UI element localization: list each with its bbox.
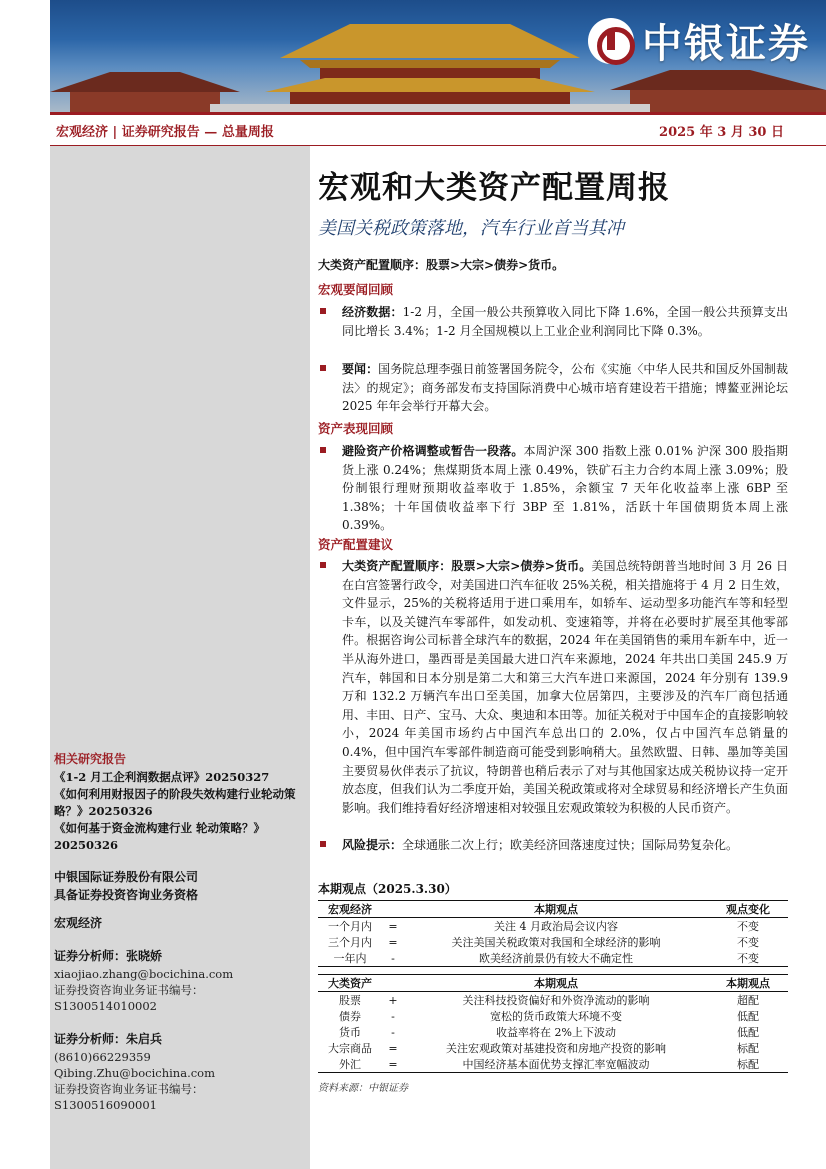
- table-cell: 标配: [708, 1056, 788, 1073]
- table-cell: 低配: [737, 1010, 759, 1023]
- company-logo: [588, 12, 810, 69]
- table-header-cell: 大类资产: [318, 975, 382, 992]
- analyst-card: [54, 947, 306, 1014]
- bullet-text: 国务院总理李强日前签署国务院令，公布《实施〈中华人民共和国反外国制裁法〉的规定》；商务部发布支持国际消费中心城市培育建设若干措施；博鳌亚洲论坛 2025 年年会举行开幕大会。: [342, 362, 788, 414]
- allocation-order: 大类资产配置顺序：股票>大宗>债券>货币。: [318, 258, 565, 272]
- table-cell: 欧美经济前景仍有较大不确定性: [404, 950, 708, 967]
- analyst-email[interactable]: xiaojiao.zhang@bocichina.com: [54, 967, 234, 981]
- report-title: 宏观和大类资产配置周报: [318, 170, 670, 206]
- header-banner: [50, 0, 826, 112]
- analyst-cert: 证券投资咨询业务证书编号：S1300516090001: [54, 1082, 204, 1112]
- table-cell: 股票: [339, 994, 361, 1007]
- bullet-text: 本周沪深 300 指数上涨 0.01% 沪深 300 股指期货上涨 0.24%；焦煤期货本周上涨 0.49%，铁矿石主力合约本周上涨 3.09%；股份制银行理财预期收益率收于 1.85%，余额宝 7 天年化收益率上涨 6BP 至 1.38%；十年国债收益率下行 3BP 至 1.81%，活跃十年国债期货本周上涨 0.39%。: [342, 444, 788, 533]
- bullet-economic-data: [318, 303, 788, 340]
- table-cell: 中国经济基本面优势支撑汇率宽幅波动: [404, 1056, 708, 1073]
- bullet-marker-icon: [320, 562, 326, 568]
- analyst-cert: 证券投资咨询业务证书编号：S1300514010002: [54, 983, 204, 1013]
- table-caption: 本期观点（2025.3.30）: [318, 882, 457, 896]
- table-row: [318, 1040, 788, 1056]
- table-cell: 标配: [737, 1042, 759, 1055]
- table-cell: 一个月内: [328, 920, 372, 933]
- table-cell: 宽松的货币政策大环境不变: [490, 1010, 622, 1023]
- table-row: [318, 1056, 788, 1073]
- section-heading-news: 宏观要闻回顾: [318, 282, 394, 297]
- related-report-link[interactable]: 《1-2 月工企利润数据点评》20250327: [54, 770, 270, 784]
- table-header-cell: 本期观点: [708, 975, 788, 992]
- bullet-risk: [318, 836, 788, 855]
- analyst-card: [54, 1030, 306, 1113]
- bank-emblem-icon: [588, 18, 634, 64]
- bullet-text: 美国总统特朗普当地时间 3 月 26 日在白宫签署行政令，对美国进口汽车征收 25%关税，相关措施将于 4 月 2 日生效，文件显示，25%的关税将适用于进口乘用车，如轿车、运动型多功能汽车等和轻型卡车，以及关键汽车零部件，如发动机、变速箱等，并将在必要时扩展至其他零部件。根据咨询公司标普全球汽车的数据，2024 年在美国销售的乘用车新车中，近一半从海外进口，墨西哥是美国最大进口汽车来源地，2024 年共出口美国 245.9 万汽车，韩国和日本分别是第二大和第三大汽车进口来源国，2024 年分别有 139.9 万和 132.2 万辆汽车出口至美国，加拿大位居第四，主要涉及的汽车厂商包括通用、丰田、日产、宝马、大众、奥迪和本田等。加征关税对于中国车企的直接影响较小，2024 年美国市场约占中国汽车总出口的 2.0%，仅占中国汽车总销量的 0.4%，但中国汽车零部件制造商可能受到影响稍大。虽然欧盟、日韩、墨加等美国主要贸易伙伴表示了抗议，特朗普也稍后表示了对与其他国家达成关税协议持一定开放态度，但我们认为二季度开始，美国关税政策或将对全球贸易和经济增长产生负面影响。我们维持看好经济增速相对较强且宏观政策较为积极的人民币资产。: [342, 559, 789, 815]
- table-cell: 关注宏观政策对基建投资和房地产投资的影响: [446, 1042, 666, 1055]
- table-cell: 货币: [339, 1026, 361, 1039]
- bullet-label: 大类资产配置顺序：股票>大宗>债券>货币。: [342, 559, 592, 573]
- bullet-text: 1-2 月，全国一般公共预算收入同比下降 1.6%，全国一般公共预算支出同比增长 3.4%；1-2 月全国规模以上工业企业利润同比下降 0.3%。: [342, 305, 788, 338]
- table-cell: +: [388, 993, 398, 1007]
- table-cell: 大宗商品: [328, 1042, 372, 1055]
- table-cell: 收益率将在 2%上下波动: [496, 1026, 616, 1039]
- table-row: [318, 1008, 788, 1024]
- bullet-marker-icon: [320, 447, 326, 453]
- table-cell: =: [388, 1041, 398, 1055]
- table-row: [318, 918, 788, 935]
- table-cell: 关注科技投资偏好和外资净流动的影响: [462, 994, 650, 1007]
- table-cell: 一年内: [318, 950, 382, 967]
- table-cell: 债券: [339, 1010, 361, 1023]
- table-cell: 关注 4 月政治局会议内容: [494, 920, 618, 933]
- bullet-marker-icon: [320, 841, 326, 847]
- table-cell: =: [388, 919, 398, 933]
- bullet-label: 风险提示：: [342, 838, 403, 852]
- table-cell: -: [391, 1009, 395, 1023]
- analyst-email[interactable]: Qibing.Zhu@bocichina.com: [54, 1066, 215, 1080]
- table-cell: 三个月内: [328, 936, 372, 949]
- bullet-allocation-advice: [318, 557, 788, 817]
- bullet-text: 全球通胀二次上行；欧美经济回落速度过快；国际局势复杂化。: [402, 838, 739, 852]
- section-heading-performance: 资产表现回顾: [318, 421, 394, 436]
- sector-label: 宏观经济: [54, 916, 103, 930]
- table-header-cell: 本期观点: [404, 975, 708, 992]
- bullet-marker-icon: [320, 308, 326, 314]
- table-row: [318, 950, 788, 967]
- analyst-phone: (8610)66229359: [54, 1050, 151, 1064]
- report-date: 2025 年 3 月 30 日: [659, 124, 784, 140]
- table-source: 资料来源：中银证券: [318, 1083, 408, 1094]
- table-cell: 低配: [737, 1026, 759, 1039]
- table-header-cell: 本期观点: [404, 901, 708, 918]
- table-header-row: [318, 975, 788, 992]
- section-heading-advice: 资产配置建议: [318, 537, 394, 552]
- related-report-link[interactable]: 《如何利用财报因子的阶段失效构建行业轮动策略？》20250326: [54, 787, 296, 818]
- bullet-marker-icon: [320, 365, 326, 371]
- table-cell: 超配: [737, 994, 759, 1007]
- table-header-cell: 宏观经济: [318, 901, 382, 918]
- bullet-news: [318, 360, 788, 416]
- organization-qualification: 具备证券投资咨询业务资格: [54, 888, 199, 902]
- table-row: [318, 992, 788, 1009]
- table-cell: -: [391, 1025, 395, 1039]
- report-subtitle: 美国关税政策落地，汽车行业首当其冲: [318, 218, 624, 239]
- macro-view-table: [318, 900, 788, 967]
- table-header-cell: [382, 975, 404, 992]
- report-category: 宏观经济 | 证券研究报告 — 总量周报: [56, 124, 274, 140]
- related-report-link[interactable]: 《如何基于资金流构建行业 轮动策略？》20250326: [54, 821, 266, 852]
- table-cell: =: [388, 935, 398, 949]
- table-cell: 不变: [737, 936, 759, 949]
- bullet-label: 经济数据：: [342, 305, 403, 319]
- organization-block: [54, 868, 306, 904]
- bullet-label: 要闻：: [342, 362, 379, 376]
- organization-name: 中银国际证券股份有限公司: [54, 870, 199, 884]
- table-cell: 关注美国关税政策对我国和全球经济的影响: [451, 936, 661, 949]
- table-header-cell: 观点变化: [708, 901, 788, 918]
- table-cell: 不变: [737, 920, 759, 933]
- table-cell: -: [382, 950, 404, 967]
- bullet-performance: [318, 442, 788, 535]
- table-row: [318, 1024, 788, 1040]
- table-row: [318, 934, 788, 950]
- report-meta-bar: [50, 112, 826, 146]
- table-cell: 不变: [708, 950, 788, 967]
- sidebar: [50, 146, 310, 1169]
- logo-text: 中银证券: [642, 21, 810, 67]
- analyst-name: 证券分析师：朱启兵: [54, 1032, 163, 1046]
- analyst-name: 证券分析师：张晓娇: [54, 949, 163, 963]
- table-cell: 外汇: [318, 1056, 382, 1073]
- bullet-label: 避险资产价格调整或暂告一段落。: [342, 444, 524, 458]
- table-cell: =: [382, 1056, 404, 1073]
- related-reports-title: 相关研究报告: [54, 752, 127, 766]
- table-header-row: [318, 901, 788, 918]
- table-header-cell: [382, 901, 404, 918]
- asset-view-table: [318, 974, 788, 1073]
